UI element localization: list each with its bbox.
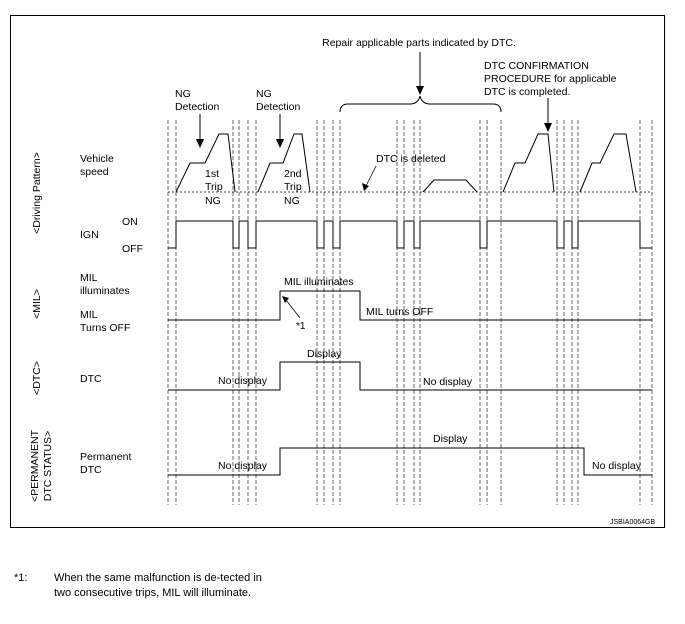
image-code: JSBIA0064GB bbox=[610, 519, 656, 526]
speed-trip-4 bbox=[503, 134, 554, 192]
dtc-row-label: DTC bbox=[80, 373, 102, 385]
group-mil: <MIL> bbox=[31, 289, 43, 319]
ng-detection-2-line2: Detection bbox=[256, 101, 301, 113]
mil-off-label-2: Turns OFF bbox=[80, 322, 131, 334]
perm-display-label: Display bbox=[433, 433, 468, 445]
dtc-deleted-arrow bbox=[366, 166, 376, 186]
second-trip-label-2: Trip bbox=[284, 181, 302, 193]
ign-label: IGN bbox=[80, 229, 99, 241]
first-trip-label-1: 1st bbox=[205, 168, 220, 180]
second-trip-ng: NG bbox=[284, 195, 300, 207]
ng-detection-1-line2: Detection bbox=[175, 101, 220, 113]
dtc-confirm-line3: DTC is completed. bbox=[484, 86, 571, 98]
vehicle-speed-label-2: speed bbox=[80, 166, 109, 178]
star1-arrow bbox=[286, 300, 300, 318]
footnote-text: When the same malfunction is de-tected in two consecutive trips, MIL will illuminate. bbox=[54, 572, 262, 599]
mil-turns-off-label: MIL turns OFF bbox=[366, 306, 434, 318]
repair-arrowhead bbox=[416, 86, 424, 95]
dtc-deleted-arrowhead bbox=[362, 183, 369, 191]
perm-no-display-2: No display bbox=[592, 460, 642, 472]
group-dtc: <DTC> bbox=[31, 361, 43, 395]
vehicle-speed-label-1: Vehicle bbox=[80, 153, 114, 165]
first-trip-label-2: Trip bbox=[205, 181, 223, 193]
mil-illuminates-label: MIL illuminates bbox=[284, 276, 354, 288]
star1-marker: *1 bbox=[296, 321, 306, 332]
ign-waveform bbox=[168, 221, 652, 248]
dtc-display-label: Display bbox=[307, 348, 342, 360]
group-driving-pattern: <Driving Pattern> bbox=[31, 152, 43, 234]
dtc-no-display-2: No display bbox=[423, 376, 473, 388]
mil-on-label-1: MIL bbox=[80, 272, 98, 284]
perm-no-display-1: No display bbox=[218, 460, 268, 472]
ign-on-label: ON bbox=[122, 216, 138, 228]
group-permanent-2: DTC STATUS> bbox=[42, 430, 54, 502]
footnote-mark: *1: bbox=[14, 572, 28, 584]
group-permanent-1: <PERMANENT bbox=[29, 429, 41, 503]
dtc-confirm-arrowhead bbox=[544, 123, 552, 132]
speed-trip-5 bbox=[580, 134, 636, 192]
first-trip-ng: NG bbox=[205, 195, 221, 207]
second-trip-label-1: 2nd bbox=[284, 168, 302, 180]
dtc-confirm-line2: PROCEDURE for applicable bbox=[484, 73, 617, 85]
ng-detection-1-line1: NG bbox=[175, 88, 191, 100]
repair-brace bbox=[340, 96, 501, 112]
ng-detection-2-line1: NG bbox=[256, 88, 272, 100]
mil-off-label-1: MIL bbox=[80, 309, 98, 321]
dtc-deleted-label: DTC is deleted bbox=[376, 153, 446, 165]
perm-dtc-label-2: DTC bbox=[80, 464, 102, 476]
ign-off-label: OFF bbox=[122, 243, 143, 255]
speed-trip-3 bbox=[423, 180, 477, 192]
ng-detection-1-arrowhead bbox=[196, 139, 204, 148]
repair-label: Repair applicable parts indicated by DTC. bbox=[322, 37, 516, 49]
ng-detection-2-arrowhead bbox=[276, 139, 284, 148]
perm-dtc-label-1: Permanent bbox=[80, 451, 132, 463]
mil-on-label-2: illuminates bbox=[80, 285, 130, 297]
dtc-no-display-1: No display bbox=[218, 375, 268, 387]
dtc-confirm-line1: DTC CONFIRMATION bbox=[484, 60, 589, 72]
